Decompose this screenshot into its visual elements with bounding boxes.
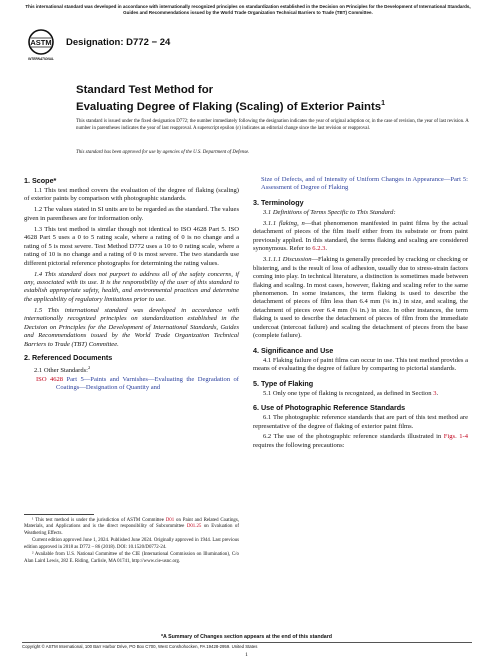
para-5-1: 5.1 Only one type of flaking is recognized, as defined in Section 3.: [263, 389, 439, 397]
discussion-label: 3.1.1.1 Discussion: [263, 256, 312, 264]
link-figs-1-4[interactable]: Figs. 1-4: [443, 433, 468, 441]
para-1-1: 1.1 This test method covers the evaluation of the degree of flaking (scaling) of exterior paints by comparison with photographic standards.: [24, 187, 239, 203]
footnote-divider: [24, 514, 94, 515]
para-4-1: 4.1 Flaking failure of paint films can occur in use. This test method provides a means of evaluating the degree of failure by comparing to pictorial standards.: [253, 356, 468, 373]
para-1-5: 1.5 This international standard was developed in accordance with internationally recognized principles on standardization established in the Decision on Principles for the Development of International Standards, Guides and Recommendations issued by the World Trade Organization Technical Barriers to Trade (TBT) Committee.: [24, 306, 239, 348]
issuance-note: This standard is issued under the fixed designation D772; the number immediately following the designation indicates the year of original adoption or, in the case of revision, the year of last revision. A number in parentheses indicates the year of last reapproval. A superscript epsilon (ε) indicates an editorial change since the last revision or reapproval.: [76, 119, 469, 131]
section-4-heading: 4. Significance and Use: [253, 345, 334, 355]
designation: Designation: D772 − 24: [66, 37, 171, 48]
reference-title-cont: Size of Defects, and of Intensity of Uniform Changes in Appearance—Part 5: Assessment of Degree of Flaking: [261, 176, 468, 192]
footnote-2: ² Available from U.S. National Committee of the CIE (International Commission on Illumination), C/o Alan Laird Lewis, 282 E. Riding, Carlisle, MA 01741, http://www.cie-usnc.org.: [24, 552, 239, 564]
logo-wordmark: INTERNATIONAL: [28, 57, 54, 61]
title-line-1: Standard Test Method for: [76, 84, 214, 96]
footnote-1: ¹ This test method is under the jurisdiction of ASTM Committee D01 on Paint and Related Coatings, Materials, and Applications and is the direct responsibility of Subcommittee D01.25 on Evaluation of Weathering Effects.: [24, 518, 239, 536]
section-1-heading: 1. Scope*: [24, 176, 57, 185]
dod-approval-note: This standard has been approved for use by agencies of the U.S. Department of Defense.: [76, 150, 250, 155]
reference-title: Part 5—Paints and Varnishes—Evaluating the Degradation of Coatings—Designation of Quantity and: [56, 375, 239, 392]
footnotes: [24, 518, 239, 566]
summary-of-changes-note: *A Summary of Changes section appears at the end of this standard: [160, 634, 333, 640]
para-3-1-1: 3.1.1 flaking, n—that phenomenon manifested in paint films by the actual detachment of pieces of the film itself either from its substrate or from paint previously applied. In this standard, the terms flaking and scaling are considered synonymous. Refer to 6.2.3.: [253, 219, 468, 253]
link-d01-25[interactable]: D01.25: [186, 524, 202, 530]
svg-text:ASTM: ASTM: [30, 38, 52, 47]
iso-4628-link[interactable]: ISO 4628: [36, 375, 64, 383]
para-6-1: 6.1 The photographic reference standards that are part of this test method are representative of the degree of flaking of exterior paint films.: [253, 414, 468, 430]
para-1-3: 1.3 This test method is similar though not identical to ISO 4628 Part 5. ISO 4628 Part 5 uses a 0 to 5 rating scale, where a rating of 0 is no change and a rating of 5 is most severe. Test Method D772 uses a 10 to 0 rating scale, where a rating of 10 is no change and a rating of 0 is most severe. The two standards use different pictorial reference photographs for determining the rating values.: [24, 225, 239, 267]
title-footnote-marker: 1: [381, 100, 385, 108]
para-3-1-1-1: [253, 256, 468, 341]
reference-iso-4628: [36, 376, 239, 393]
para-2-1: 2.1 Other Standards:: [34, 367, 89, 375]
footnote-2-marker: 2: [88, 365, 91, 371]
term-flaking: 3.1.1 flaking, n: [263, 219, 305, 227]
copyright-notice: Copyright © ASTM International, 100 Barr Harbor Drive, PO Box C700, West Conshohocken, PA 19428-2959. United States: [22, 644, 258, 649]
page-number: 1: [245, 652, 248, 658]
flaking-definition: —that phenomenon manifested in paint films by the actual detachment of pieces of the film itself either from its substrate or from paint previously applied. In this standard, the terms flaking and scaling are considered synonymous. Refer to: [253, 219, 468, 253]
left-column: [24, 176, 239, 393]
section-6-heading: 6. Use of Photographic Reference Standards: [253, 403, 406, 413]
document-title: [76, 84, 476, 115]
footnote-1-edition: Current edition approved June 1, 2024. Published June 2024. Originally approved in 1944. Last previous edition approved in 2018 as D772 – 86 (2018). DOI: 10.1520/D0772-24.: [24, 538, 239, 550]
tbt-notice: This international standard was developed in accordance with internationally recognized principles on standardization established in the Decision on Principles for the Development of International Standards, Guides and Recommendations issued by the World Trade Organization Technical Barriers to Trade (TBT) Committee.: [25, 4, 471, 15]
title-line-2: Evaluating Degree of Flaking (Scaling) of Exterior Paints: [76, 101, 382, 114]
link-6-2-3[interactable]: 6.2.3: [312, 245, 326, 253]
link-d01[interactable]: D01: [165, 518, 175, 523]
right-column: [253, 176, 468, 453]
para-1-4: 1.4 This standard does not purport to address all of the safety concerns, if any, associated with its use. It is the responsibility of the user of this standard to establish appropriate safety, health, and environmental practices and determine the applicability of regulatory limitations prior to use.: [24, 270, 239, 303]
para-6-2: 6.2 The use of the photographic reference standards illustrated in Figs. 1-4 requires the following precautions:: [253, 433, 468, 449]
section-2-heading: 2. Referenced Documents: [24, 353, 113, 363]
link-section-3[interactable]: 3: [433, 389, 437, 397]
para-3-1: 3.1 Definitions of Terms Specific to This Standard:: [263, 208, 396, 216]
section-3-heading: 3. Terminology: [253, 197, 304, 207]
para-1-2: 1.2 The values stated in SI units are to be regarded as the standard. The values given in parentheses are for information only.: [24, 206, 239, 222]
page-footer-divider: [22, 642, 472, 643]
section-5-heading: 5. Type of Flaking: [253, 378, 314, 388]
discussion-text: —Flaking is generally preceded by cracking or checking or blistering, and is the result of loss of adhesion, usually due to stress-strain factors coming into play. In technical literature, a distinction is sometimes made between flaking and scaling. In most cases, however, flaking and scaling refer to the same phenomenon. In some instances, the term flaking is used to describe the detachment of pieces of film less than 6.4 mm (¼ in.) in size, and scaling, the detachment of pieces over 6.4 mm (¼ in.) in size. In other instances, the term flaking is used to describe the detachment of pieces of film from the immediate undercoat (intercoat failure) and scaling the detachment of pieces from the base (complete failure).: [253, 256, 468, 340]
astm-logo-icon: [27, 29, 55, 63]
